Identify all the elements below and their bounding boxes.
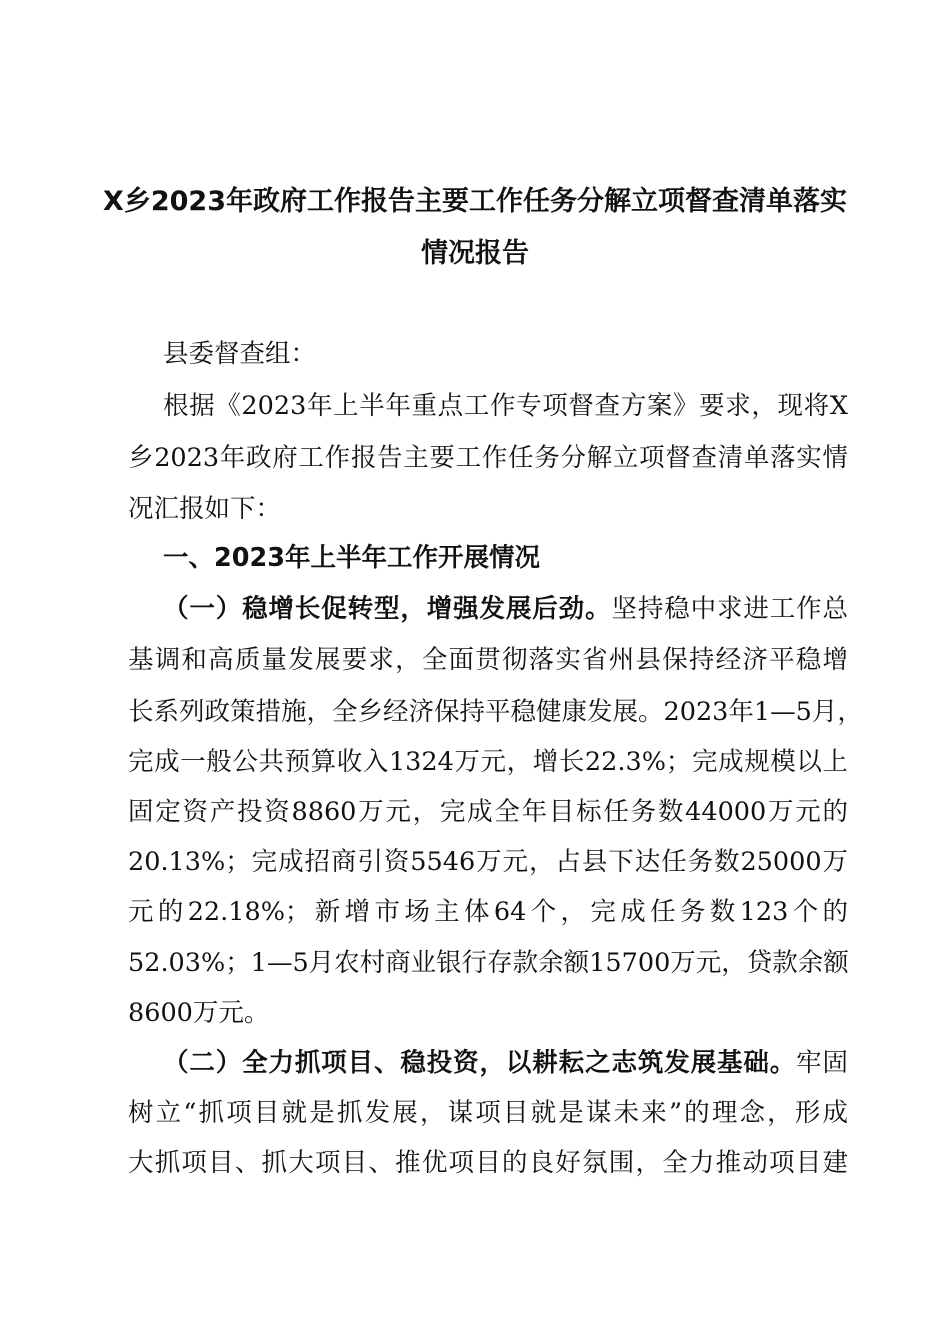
subsection-1-first-line bbox=[163, 594, 848, 624]
document-title-line-2: 情况报告 bbox=[421, 238, 529, 269]
intro-line-1: 根据《2023年上半年重点工作专项督查方案》要求，现将X bbox=[163, 391, 848, 421]
subsection-1-line: 基调和高质量发展要求，全面贯彻落实省州县保持经济平稳增 bbox=[128, 645, 848, 675]
subsection-1-line: 长系列政策措施，全乡经济保持平稳健康发展。2023年1—5月， bbox=[128, 697, 863, 727]
section-heading: 一、2023年上半年工作开展情况 bbox=[163, 543, 540, 573]
subsection-2-first-line-rest: 牢固 bbox=[796, 1048, 848, 1078]
subsection-1-first-line-rest: 坚持稳中求进工作总 bbox=[611, 594, 848, 624]
subsection-2-line: 树立“抓项目就是抓发展，谋项目就是谋未来”的理念，形成 bbox=[128, 1098, 848, 1128]
subsection-1-line: 完成一般公共预算收入1324万元，增长22.3%；完成规模以上 bbox=[128, 747, 848, 777]
subsection-1-line: 52.03%；1—5月农村商业银行存款余额15700万元，贷款余额 bbox=[128, 948, 849, 978]
subsection-1-heading: （一）稳增长促转型，增强发展后劲。 bbox=[163, 594, 612, 624]
salutation: 县委督查组： bbox=[163, 339, 317, 369]
subsection-1-line: 元的22.18%；新增市场主体64个，完成任务数123个的 bbox=[128, 897, 848, 927]
subsection-2-line: 大抓项目、抓大项目、推优项目的良好氛围，全力推动项目建 bbox=[128, 1148, 848, 1178]
subsection-1-line: 固定资产投资8860万元，完成全年目标任务数44000万元的 bbox=[128, 797, 848, 827]
subsection-2-heading: （二）全力抓项目、稳投资，以耕耘之志筑发展基础。 bbox=[163, 1048, 797, 1078]
intro-line-3: 况汇报如下： bbox=[128, 494, 282, 524]
subsection-1-line: 20.13%；完成招商引资5546万元，占县下达任务数25000万 bbox=[128, 847, 848, 877]
document-title-line-1: X乡2023年政府工作报告主要工作任务分解立项督查清单落实 bbox=[103, 186, 847, 217]
subsection-2-first-line bbox=[163, 1048, 848, 1078]
subsection-1-line: 8600万元。 bbox=[128, 998, 270, 1028]
intro-line-2: 乡2023年政府工作报告主要工作任务分解立项督查清单落实情 bbox=[128, 443, 848, 473]
